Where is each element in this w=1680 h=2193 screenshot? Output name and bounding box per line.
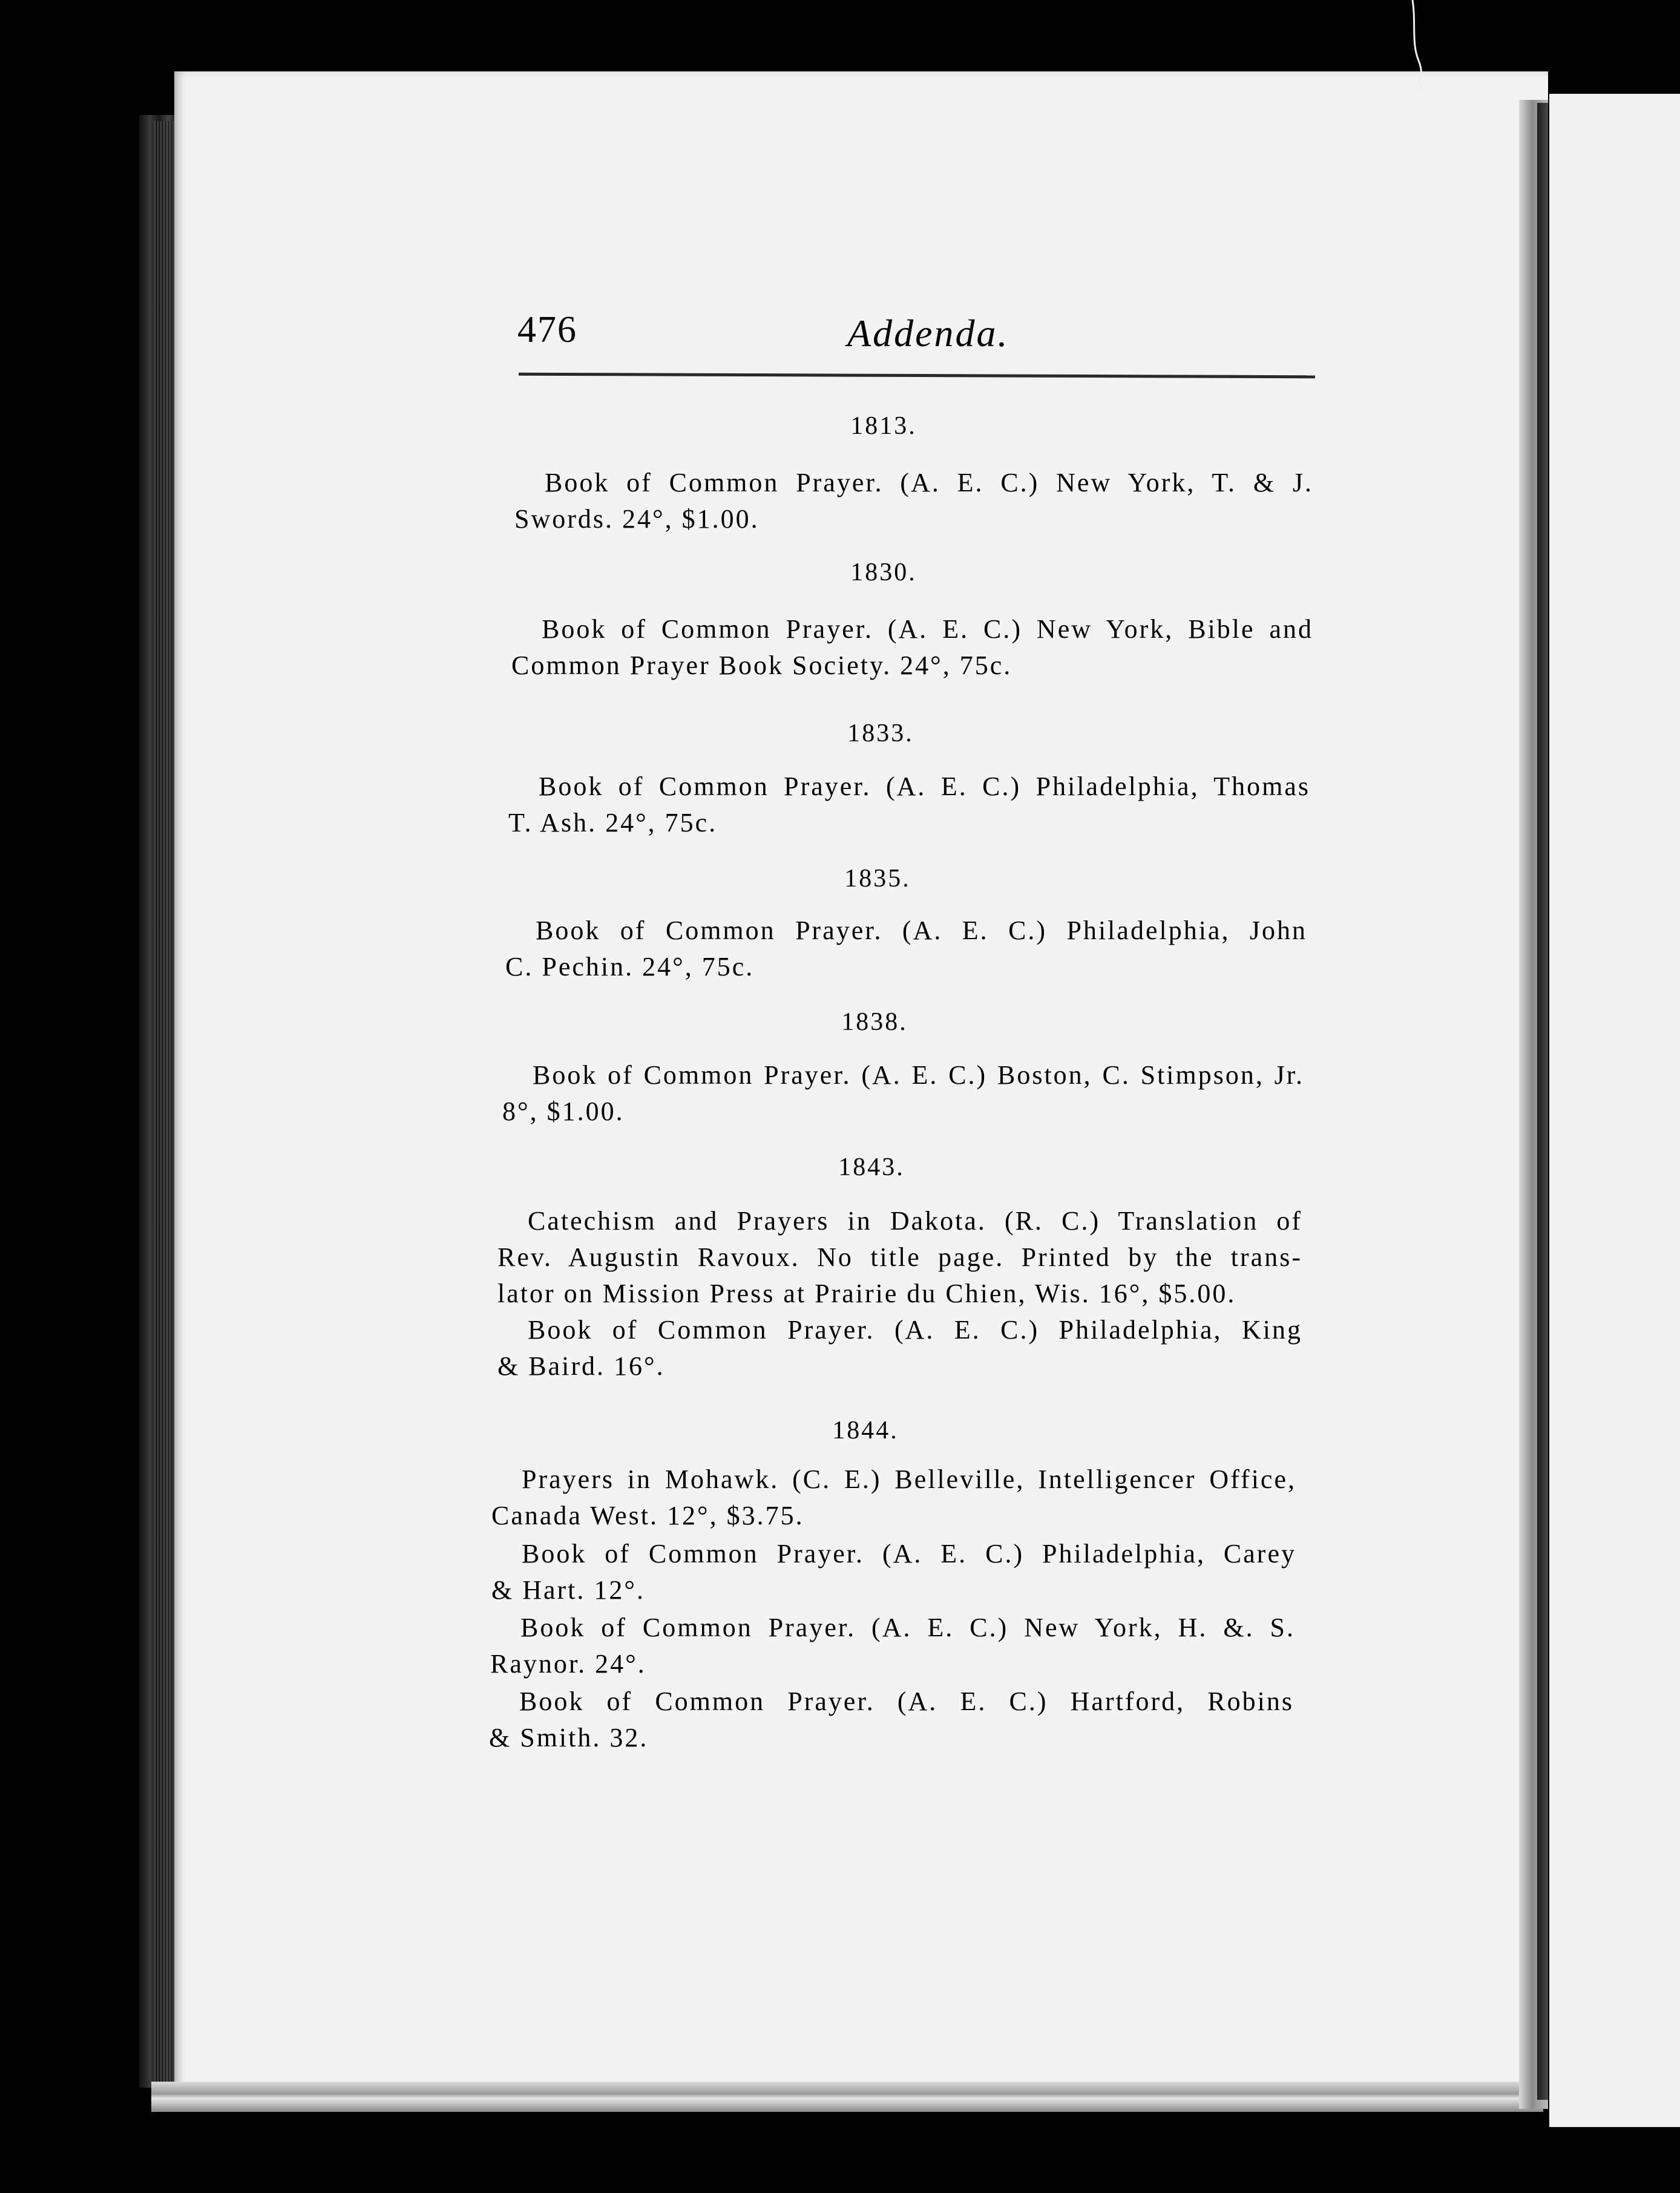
- entry-line: Book of Common Prayer. (A. E. C.) Hartford, Robins: [519, 1687, 1294, 1716]
- list-item: [502, 1057, 1304, 1130]
- entry-line: Canada West. 12°, $3.75.: [491, 1501, 804, 1530]
- year-heading: 1843.: [838, 1153, 905, 1181]
- year-heading: 1833.: [847, 720, 914, 747]
- entry-line: & Smith. 32.: [489, 1723, 649, 1752]
- entry-line: Book of Common Prayer. (A. E. C.) Boston, C. Stimpson, Jr.: [533, 1060, 1304, 1090]
- year-heading: 1830.: [850, 559, 917, 586]
- year-heading: 1838.: [841, 1008, 908, 1036]
- entry-line: Book of Common Prayer. (A. E. C.) New York, Bible and: [542, 614, 1313, 644]
- entry-line: T. Ash. 24°, 75c.: [508, 808, 718, 838]
- entry-line: Book of Common Prayer. (A. E. C.) Philadelphia, John: [536, 916, 1307, 945]
- list-item: [491, 1536, 1296, 1608]
- list-item: [514, 465, 1313, 537]
- list-item: [505, 913, 1307, 985]
- entry-line: Book of Common Prayer. (A. E. C.) Philadelphia, Carey: [522, 1539, 1296, 1569]
- year-heading: 1844.: [832, 1417, 899, 1444]
- entry-line: Book of Common Prayer. (A. E. C.) Philadelphia, King: [528, 1315, 1302, 1345]
- list-item: [489, 1683, 1294, 1756]
- entry-line: Swords. 24°, $1.00.: [514, 504, 760, 534]
- year-heading: 1835.: [844, 865, 911, 893]
- year-heading: 1813.: [850, 412, 917, 440]
- entry-line: & Baird. 16°.: [497, 1351, 665, 1381]
- entry-line: 8°, $1.00.: [502, 1096, 625, 1126]
- entry-line: Rev. Augustin Ravoux. No title page. Printed by the trans-: [497, 1242, 1302, 1272]
- entry-line: Book of Common Prayer. (A. E. C.) New York, T. & J.: [545, 468, 1313, 497]
- entry-line: C. Pechin. 24°, 75c.: [505, 952, 755, 982]
- list-item: [497, 1312, 1302, 1385]
- entry-line: Common Prayer Book Society. 24°, 75c.: [511, 651, 1012, 680]
- list-item: [497, 1203, 1302, 1312]
- list-item: [511, 611, 1313, 684]
- running-title: Addenda.: [847, 312, 1009, 355]
- list-item: [490, 1610, 1295, 1682]
- list-item: [491, 1461, 1296, 1534]
- entry-line: Book of Common Prayer. (A. E. C.) Philadelphia, Thomas: [539, 772, 1310, 801]
- entry-line: lator on Mission Press at Prairie du Chien, Wis. 16°, $5.00.: [497, 1279, 1236, 1308]
- list-item: [508, 769, 1310, 841]
- entry-line: Prayers in Mohawk. (C. E.) Belleville, Intelligencer Office,: [522, 1464, 1296, 1494]
- entry-line: Book of Common Prayer. (A. E. C.) New York, H. &. S.: [520, 1613, 1295, 1642]
- entry-line: & Hart. 12°.: [491, 1575, 646, 1605]
- page-number: 476: [517, 309, 577, 350]
- entry-line: Raynor. 24°.: [490, 1649, 646, 1679]
- entry-line: Catechism and Prayers in Dakota. (R. C.) Translation of: [528, 1206, 1302, 1236]
